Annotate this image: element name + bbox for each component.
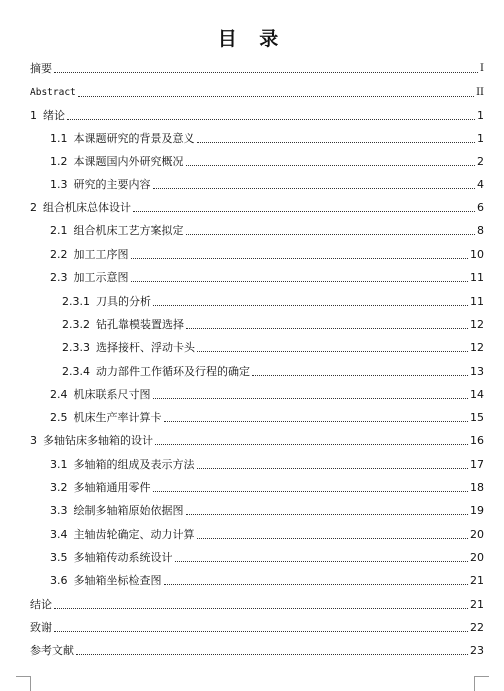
toc-entry-label: 加工示意图	[73, 271, 129, 284]
toc-entry[interactable]	[30, 101, 484, 123]
toc-entry-text	[50, 458, 197, 472]
toc-entry[interactable]	[50, 170, 484, 192]
toc-page-number: 4	[477, 178, 484, 191]
toc-entry[interactable]	[50, 403, 484, 425]
toc-entry[interactable]	[50, 543, 484, 565]
toc-dot-leader	[197, 351, 468, 352]
toc-entry-label: 绪论	[43, 109, 65, 122]
toc-entry-text	[30, 109, 67, 123]
toc-entry-number: 3.2	[50, 481, 68, 494]
toc-entry-text	[30, 621, 54, 635]
toc-entry-label: 刀具的分析	[96, 295, 151, 308]
toc-entry-number: 3	[30, 434, 37, 447]
toc-entry-text	[30, 644, 76, 658]
toc-entry-number: 2.5	[50, 411, 68, 424]
toc-dot-leader	[153, 491, 469, 492]
toc-entry-number: 3.5	[50, 551, 68, 564]
toc-entry-label: 组合机床总体设计	[43, 201, 131, 214]
toc-dot-leader	[67, 119, 475, 120]
toc-page-number: 17	[470, 458, 484, 471]
toc-dot-leader	[197, 538, 469, 539]
toc-entry[interactable]	[30, 636, 484, 658]
toc-entry-number: 2.1	[50, 224, 68, 237]
toc-entry-label: 多轴箱通用零件	[73, 481, 151, 494]
toc-entry-label: 致谢	[30, 621, 52, 634]
toc-entry-number: 2.3	[50, 271, 68, 284]
toc-entry-label: 多轴钻床多轴箱的设计	[43, 434, 153, 447]
toc-entry-text	[50, 551, 175, 565]
toc-entry-text	[50, 155, 186, 169]
toc-entry-number: 2	[30, 201, 37, 214]
toc-page-number: 23	[470, 644, 484, 657]
toc-dot-leader	[76, 654, 468, 655]
toc-entry-label: 机床联系尺寸图	[73, 388, 151, 401]
toc-entry-number: 1.2	[50, 155, 68, 168]
toc-entry-label: Abstract	[30, 87, 76, 98]
toc-page-number: 22	[470, 621, 484, 634]
toc-dot-leader	[186, 514, 469, 515]
toc-page-number: 8	[477, 224, 484, 237]
toc-entry-text	[50, 504, 186, 518]
toc-entry-number: 2.3.3	[62, 341, 90, 354]
toc-entry[interactable]	[50, 147, 484, 169]
toc-entry-text	[50, 132, 197, 146]
toc-page-number: 13	[470, 365, 484, 378]
toc-entry-label: 动力部件工作循环及行程的确定	[96, 365, 250, 378]
toc-entry[interactable]	[30, 590, 484, 612]
toc-entry[interactable]	[50, 520, 484, 542]
toc-entry-label: 结论	[30, 598, 52, 611]
toc-entry-text	[30, 598, 54, 612]
toc-entry-label: 机床生产率计算卡	[73, 411, 162, 424]
toc-title: 目 录	[217, 28, 287, 50]
toc-entry-label: 主轴齿轮确定、动力计算	[73, 528, 195, 541]
toc-entry[interactable]	[30, 78, 484, 100]
toc-entry-number: 1	[30, 109, 37, 122]
toc-dot-leader	[197, 142, 476, 143]
toc-page-number: II	[476, 87, 484, 98]
toc-page-number: 21	[470, 574, 484, 587]
toc-entry-text	[62, 365, 252, 379]
toc-page-number: 6	[477, 201, 484, 214]
toc-entry-number: 2.3.4	[62, 365, 90, 378]
toc-entry[interactable]	[30, 426, 484, 448]
toc-entry-text	[50, 574, 164, 588]
toc-dot-leader	[133, 211, 475, 212]
toc-entry-label: 钻孔靠模装置选择	[96, 318, 184, 331]
toc-page-number: 20	[470, 528, 484, 541]
toc-entry-label: 研究的主要内容	[73, 178, 151, 191]
toc-entry-number: 1.3	[50, 178, 68, 191]
toc-entry-label: 绘制多轴箱原始依据图	[73, 504, 184, 517]
toc-page-number: I	[480, 63, 484, 74]
toc-entry[interactable]	[62, 333, 484, 355]
toc-dot-leader	[131, 281, 469, 282]
toc-dot-leader	[78, 96, 474, 97]
toc-entry-text	[50, 388, 153, 402]
toc-entry-number: 2.2	[50, 248, 68, 261]
toc-entry[interactable]	[62, 310, 484, 332]
toc-entry-label: 本课题国内外研究概况	[73, 155, 184, 168]
toc-entry-text	[62, 295, 153, 309]
toc-entry-text	[30, 85, 78, 100]
toc-entry[interactable]	[62, 357, 484, 379]
toc-entry[interactable]	[30, 193, 484, 215]
toc-dot-leader	[54, 631, 468, 632]
toc-entry-text	[62, 318, 186, 332]
toc-entry-label: 本课题研究的背景及意义	[73, 132, 195, 145]
page-corner-mark-right	[474, 676, 489, 691]
toc-dot-leader	[54, 72, 478, 73]
toc-entry-text	[50, 528, 197, 542]
toc-dot-leader	[54, 608, 468, 609]
toc-entry[interactable]	[62, 287, 484, 309]
toc-entry-text	[30, 62, 54, 76]
toc-page-number: 1	[477, 109, 484, 122]
toc-entry-text	[50, 178, 153, 192]
toc-entry-number: 3.3	[50, 504, 68, 517]
toc-entry-text	[50, 248, 131, 262]
toc-entry-number: 1.1	[50, 132, 68, 145]
toc-page-number: 15	[470, 411, 484, 424]
toc-entry[interactable]	[50, 380, 484, 402]
toc-entry-number: 2.4	[50, 388, 68, 401]
toc-entry-label: 加工工序图	[73, 248, 129, 261]
toc-entry[interactable]	[50, 240, 484, 262]
toc-entry-text	[50, 224, 186, 238]
toc-page-number: 12	[470, 318, 484, 331]
toc-page-number: 16	[470, 434, 484, 447]
toc-entry-number: 2.3.1	[62, 295, 90, 308]
toc-entry-text	[62, 341, 197, 355]
toc-entry-text	[50, 481, 153, 495]
toc-entry-number: 3.4	[50, 528, 68, 541]
toc-dot-leader	[155, 444, 468, 445]
toc-dot-leader	[252, 375, 468, 376]
toc-entry[interactable]	[50, 496, 484, 518]
toc-dot-leader	[153, 188, 476, 189]
toc-page-number: 11	[470, 295, 484, 308]
toc-page-number: 2	[477, 155, 484, 168]
toc-dot-leader	[186, 234, 476, 235]
toc-entry-label: 组合机床工艺方案拟定	[73, 224, 184, 237]
toc-page-number: 14	[470, 388, 484, 401]
toc-entry-number: 3.1	[50, 458, 68, 471]
toc-dot-leader	[153, 398, 469, 399]
toc-page-number: 1	[477, 132, 484, 145]
toc-entry-number: 3.6	[50, 574, 68, 587]
toc-page-number: 19	[470, 504, 484, 517]
toc-dot-leader	[131, 258, 469, 259]
page-corner-mark-left	[16, 676, 31, 691]
toc-dot-leader	[164, 584, 469, 585]
toc-entry-label: 选择接杆、浮动卡头	[96, 341, 195, 354]
toc-page-number: 12	[470, 341, 484, 354]
toc-page-number: 11	[470, 271, 484, 284]
toc-entry[interactable]	[50, 450, 484, 472]
toc-page-number: 21	[470, 598, 484, 611]
toc-page-number: 18	[470, 481, 484, 494]
toc-entry[interactable]	[50, 473, 484, 495]
toc-dot-leader	[197, 468, 469, 469]
toc-entry[interactable]	[50, 124, 484, 146]
toc-entry-label: 多轴箱传动系统设计	[73, 551, 173, 564]
toc-page-number: 20	[470, 551, 484, 564]
toc-dot-leader	[153, 305, 468, 306]
toc-entry[interactable]	[50, 216, 484, 238]
toc-entry[interactable]	[30, 613, 484, 635]
toc-entry-label: 多轴箱的组成及表示方法	[73, 458, 195, 471]
toc-entry-text	[50, 411, 164, 425]
toc-entry-label: 参考文献	[30, 644, 74, 657]
toc-entry[interactable]	[50, 263, 484, 285]
toc-dot-leader	[175, 561, 469, 562]
toc-entry[interactable]	[50, 566, 484, 588]
toc-page-number: 10	[470, 248, 484, 261]
toc-dot-leader	[186, 328, 468, 329]
toc-entry-number: 2.3.2	[62, 318, 90, 331]
toc-entry-text	[30, 434, 155, 448]
toc-entry-label: 摘要	[30, 62, 52, 75]
toc-entry-text	[30, 201, 133, 215]
toc-entry-text	[50, 271, 131, 285]
toc-entry-label: 多轴箱坐标检查图	[73, 574, 162, 587]
toc-entry[interactable]	[30, 54, 484, 76]
toc-dot-leader	[186, 165, 476, 166]
toc-dot-leader	[164, 421, 469, 422]
